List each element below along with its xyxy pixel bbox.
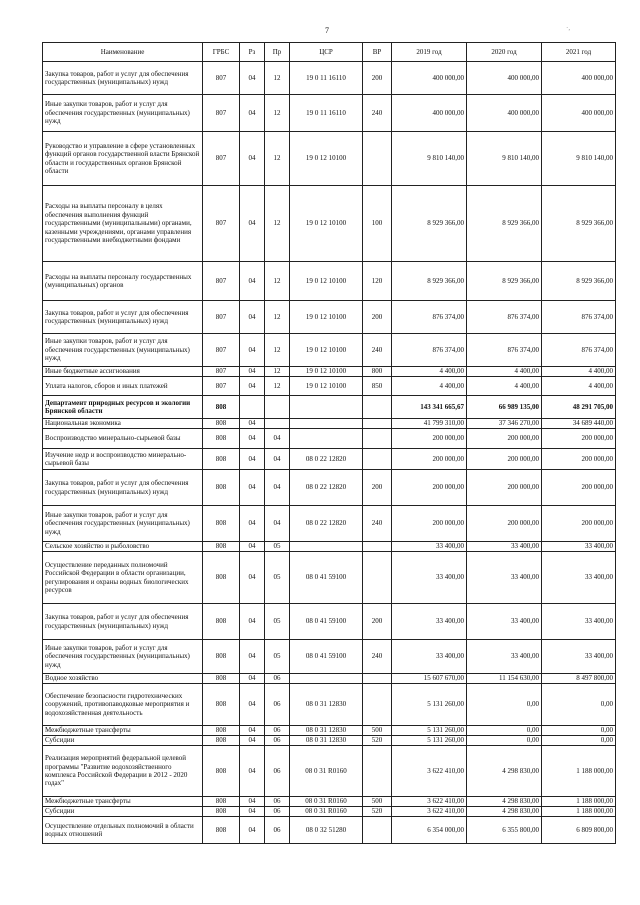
table-header-row <box>43 43 616 62</box>
cell-rz: 04 <box>240 684 265 726</box>
page-number: 7 <box>325 26 329 35</box>
cell-vr: 520 <box>363 736 392 746</box>
cell-2019: 33 400,00 <box>392 552 467 604</box>
cell-csr: 08 0 41 59100 <box>290 552 363 604</box>
cell-vr: 200 <box>363 470 392 506</box>
cell-grbs: 807 <box>203 367 240 377</box>
cell-rz: 04 <box>240 817 265 844</box>
cell-pr <box>265 419 290 429</box>
cell-pr: 05 <box>265 552 290 604</box>
cell-2021: 8 929 366,00 <box>542 186 616 262</box>
cell-2019: 5 131 260,00 <box>392 736 467 746</box>
cell-2021: 200 000,00 <box>542 449 616 470</box>
cell-pr: 04 <box>265 449 290 470</box>
header-pr: Пр <box>265 43 290 62</box>
cell-csr <box>290 542 363 552</box>
cell-csr: 08 0 31 R0160 <box>290 746 363 797</box>
cell-csr: 08 0 31 R0160 <box>290 797 363 807</box>
cell-2020: 8 929 366,00 <box>467 186 542 262</box>
cell-pr: 12 <box>265 62 290 95</box>
table-row <box>43 674 616 684</box>
cell-2021: 1 188 000,00 <box>542 746 616 797</box>
cell-vr <box>363 132 392 186</box>
cell-2021: 1 188 000,00 <box>542 807 616 817</box>
cell-csr: 19 0 12 10100 <box>290 367 363 377</box>
cell-csr: 08 0 32 51280 <box>290 817 363 844</box>
cell-vr: 100 <box>363 186 392 262</box>
cell-csr: 08 0 41 59100 <box>290 604 363 640</box>
cell-vr: 850 <box>363 377 392 396</box>
cell-2019: 5 131 260,00 <box>392 726 467 736</box>
cell-grbs: 808 <box>203 419 240 429</box>
cell-rz: 04 <box>240 807 265 817</box>
cell-pr: 04 <box>265 506 290 542</box>
cell-2020: 200 000,00 <box>467 449 542 470</box>
cell-vr: 500 <box>363 797 392 807</box>
cell-rz: 04 <box>240 419 265 429</box>
cell-vr: 800 <box>363 367 392 377</box>
cell-2019: 33 400,00 <box>392 542 467 552</box>
cell-2019: 15 607 670,00 <box>392 674 467 684</box>
table-row <box>43 377 616 396</box>
cell-name: Субсидии <box>43 736 203 746</box>
header-vr: ВР <box>363 43 392 62</box>
cell-rz: 04 <box>240 367 265 377</box>
table-row <box>43 726 616 736</box>
cell-vr: 200 <box>363 604 392 640</box>
cell-pr: 12 <box>265 186 290 262</box>
cell-2021: 200 000,00 <box>542 506 616 542</box>
cell-2020: 4 400,00 <box>467 367 542 377</box>
cell-2019: 400 000,00 <box>392 62 467 95</box>
cell-2019: 6 354 000,00 <box>392 817 467 844</box>
cell-name: Субсидии <box>43 807 203 817</box>
cell-rz: 04 <box>240 674 265 684</box>
cell-vr <box>363 684 392 726</box>
cell-name: Изучение недр и воспроизводство минерально-сырьевой базы <box>43 449 203 470</box>
cell-grbs: 808 <box>203 736 240 746</box>
cell-2020: 4 400,00 <box>467 377 542 396</box>
table-row <box>43 506 616 542</box>
cell-name: Межбюджетные трансферты <box>43 726 203 736</box>
cell-rz: 04 <box>240 552 265 604</box>
cell-vr: 500 <box>363 726 392 736</box>
cell-pr: 06 <box>265 736 290 746</box>
cell-2020: 11 154 630,00 <box>467 674 542 684</box>
cell-vr <box>363 542 392 552</box>
cell-pr: 06 <box>265 674 290 684</box>
cell-csr: 08 0 31 12830 <box>290 736 363 746</box>
cell-2020: 33 400,00 <box>467 604 542 640</box>
cell-grbs: 808 <box>203 470 240 506</box>
cell-vr <box>363 674 392 684</box>
cell-rz: 04 <box>240 506 265 542</box>
cell-name: Межбюджетные трансферты <box>43 797 203 807</box>
cell-vr: 240 <box>363 95 392 132</box>
cell-pr: 12 <box>265 132 290 186</box>
cell-vr: 200 <box>363 301 392 334</box>
table-row <box>43 262 616 301</box>
cell-rz: 04 <box>240 132 265 186</box>
cell-csr: 19 0 12 10100 <box>290 186 363 262</box>
cell-vr <box>363 396 392 419</box>
cell-2019: 33 400,00 <box>392 640 467 674</box>
header-2021: 2021 год <box>542 43 616 62</box>
cell-name: Водное хозяйство <box>43 674 203 684</box>
cell-2021: 876 374,00 <box>542 301 616 334</box>
cell-name: Расходы на выплаты персоналу в целях обеспечения выполнения функций государственными (муниципальными) органами, казенными учреждениями, органами управления государственными внебюджетными фондами <box>43 186 203 262</box>
cell-pr: 12 <box>265 95 290 132</box>
cell-grbs: 807 <box>203 95 240 132</box>
cell-grbs: 808 <box>203 604 240 640</box>
table-row <box>43 746 616 797</box>
cell-2021: 8 929 366,00 <box>542 262 616 301</box>
cell-name: Иные закупки товаров, работ и услуг для обеспечения государственных (муниципальных) нужд <box>43 640 203 674</box>
cell-pr: 06 <box>265 726 290 736</box>
cell-2019: 876 374,00 <box>392 334 467 367</box>
cell-vr <box>363 449 392 470</box>
table-row <box>43 419 616 429</box>
table-row <box>43 736 616 746</box>
cell-grbs: 808 <box>203 429 240 449</box>
cell-csr <box>290 396 363 419</box>
cell-pr: 05 <box>265 604 290 640</box>
header-csr: ЦСР <box>290 43 363 62</box>
cell-vr <box>363 817 392 844</box>
header-rz: Рз <box>240 43 265 62</box>
cell-name: Иные бюджетные ассигнования <box>43 367 203 377</box>
cell-csr: 19 0 12 10100 <box>290 377 363 396</box>
cell-rz <box>240 396 265 419</box>
cell-2020: 9 810 140,00 <box>467 132 542 186</box>
cell-rz: 04 <box>240 301 265 334</box>
cell-grbs: 808 <box>203 640 240 674</box>
header-name: Наименование <box>43 43 203 62</box>
cell-2019: 3 622 410,00 <box>392 746 467 797</box>
table-row <box>43 132 616 186</box>
cell-pr: 12 <box>265 377 290 396</box>
cell-2019: 200 000,00 <box>392 506 467 542</box>
cell-pr: 06 <box>265 797 290 807</box>
cell-vr <box>363 746 392 797</box>
table-row <box>43 334 616 367</box>
cell-csr: 19 0 12 10100 <box>290 301 363 334</box>
cell-csr: 08 0 22 12820 <box>290 470 363 506</box>
cell-2021: 0,00 <box>542 736 616 746</box>
cell-2020: 33 400,00 <box>467 552 542 604</box>
cell-2021: 6 809 800,00 <box>542 817 616 844</box>
cell-2021: 0,00 <box>542 684 616 726</box>
cell-2021: 4 400,00 <box>542 367 616 377</box>
cell-pr: 12 <box>265 262 290 301</box>
cell-rz: 04 <box>240 726 265 736</box>
cell-grbs: 807 <box>203 186 240 262</box>
cell-2019: 400 000,00 <box>392 95 467 132</box>
cell-name: Закупка товаров, работ и услуг для обеспечения государственных (муниципальных) нужд <box>43 604 203 640</box>
cell-pr: 05 <box>265 640 290 674</box>
cell-grbs: 808 <box>203 542 240 552</box>
cell-csr: 19 0 11 16110 <box>290 62 363 95</box>
cell-2020: 37 346 270,00 <box>467 419 542 429</box>
table-row <box>43 604 616 640</box>
cell-name: Закупка товаров, работ и услуг для обеспечения государственных (муниципальных) нужд <box>43 470 203 506</box>
cell-grbs: 808 <box>203 674 240 684</box>
cell-2021: 48 291 705,00 <box>542 396 616 419</box>
cell-2021: 876 374,00 <box>542 334 616 367</box>
table-row <box>43 797 616 807</box>
cell-pr: 06 <box>265 807 290 817</box>
cell-2020: 200 000,00 <box>467 470 542 506</box>
cell-name: Осуществление отдельных полномочий в области водных отношений <box>43 817 203 844</box>
cell-2021: 4 400,00 <box>542 377 616 396</box>
cell-2021: 0,00 <box>542 726 616 736</box>
cell-vr <box>363 419 392 429</box>
cell-2021: 8 497 800,00 <box>542 674 616 684</box>
cell-grbs: 808 <box>203 684 240 726</box>
cell-grbs: 807 <box>203 334 240 367</box>
cell-vr: 240 <box>363 506 392 542</box>
cell-2019: 143 341 665,67 <box>392 396 467 419</box>
table-row <box>43 449 616 470</box>
cell-grbs: 807 <box>203 377 240 396</box>
cell-2019: 3 622 410,00 <box>392 797 467 807</box>
cell-vr <box>363 429 392 449</box>
cell-2019: 3 622 410,00 <box>392 807 467 817</box>
header-2020: 2020 год <box>467 43 542 62</box>
table-row <box>43 552 616 604</box>
cell-vr <box>363 552 392 604</box>
cell-name: Осуществление переданных полномочий Российской Федерации в области организации, регулирования и охраны водных биологических ресурсов <box>43 552 203 604</box>
cell-2020: 4 298 830,00 <box>467 797 542 807</box>
cell-vr: 200 <box>363 62 392 95</box>
cell-csr: 08 0 22 12820 <box>290 506 363 542</box>
cell-2020: 66 989 135,00 <box>467 396 542 419</box>
cell-2021: 1 188 000,00 <box>542 797 616 807</box>
cell-name: Закупка товаров, работ и услуг для обеспечения государственных (муниципальных) нужд <box>43 62 203 95</box>
cell-2019: 33 400,00 <box>392 604 467 640</box>
cell-csr: 08 0 31 12830 <box>290 684 363 726</box>
cell-2021: 200 000,00 <box>542 470 616 506</box>
cell-name: Департамент природных ресурсов и экологии Брянской области <box>43 396 203 419</box>
cell-grbs: 807 <box>203 262 240 301</box>
cell-2021: 34 689 440,00 <box>542 419 616 429</box>
cell-grbs: 807 <box>203 62 240 95</box>
cell-rz: 04 <box>240 542 265 552</box>
cell-2019: 8 929 366,00 <box>392 186 467 262</box>
cell-vr: 240 <box>363 334 392 367</box>
cell-2020: 200 000,00 <box>467 429 542 449</box>
cell-csr <box>290 429 363 449</box>
cell-csr: 19 0 12 10100 <box>290 132 363 186</box>
table-row <box>43 470 616 506</box>
table-row <box>43 684 616 726</box>
cell-name: Уплата налогов, сборов и иных платежей <box>43 377 203 396</box>
cell-grbs: 808 <box>203 797 240 807</box>
cell-2020: 8 929 366,00 <box>467 262 542 301</box>
cell-pr: 06 <box>265 817 290 844</box>
cell-2019: 5 131 260,00 <box>392 684 467 726</box>
cell-2020: 876 374,00 <box>467 301 542 334</box>
cell-2021: 33 400,00 <box>542 552 616 604</box>
cell-rz: 04 <box>240 736 265 746</box>
cell-2019: 200 000,00 <box>392 470 467 506</box>
cell-csr: 08 0 31 12830 <box>290 726 363 736</box>
cell-csr <box>290 674 363 684</box>
cell-2019: 4 400,00 <box>392 377 467 396</box>
cell-csr <box>290 419 363 429</box>
cell-rz: 04 <box>240 640 265 674</box>
table-row <box>43 186 616 262</box>
cell-2019: 41 799 310,00 <box>392 419 467 429</box>
cell-rz: 04 <box>240 604 265 640</box>
table-row <box>43 807 616 817</box>
cell-2019: 200 000,00 <box>392 449 467 470</box>
cell-pr: 06 <box>265 746 290 797</box>
cell-2019: 9 810 140,00 <box>392 132 467 186</box>
cell-rz: 04 <box>240 262 265 301</box>
cell-name: Руководство и управление в сфере установленных функций органов государственной власти Брянской области и государственных органов Брянской области <box>43 132 203 186</box>
cell-2019: 4 400,00 <box>392 367 467 377</box>
table-body <box>43 62 616 844</box>
table-row <box>43 95 616 132</box>
cell-rz: 04 <box>240 95 265 132</box>
cell-rz: 04 <box>240 797 265 807</box>
cell-csr: 19 0 11 16110 <box>290 95 363 132</box>
cell-grbs: 808 <box>203 449 240 470</box>
cell-csr: 08 0 22 12820 <box>290 449 363 470</box>
cell-2020: 400 000,00 <box>467 62 542 95</box>
cell-2021: 33 400,00 <box>542 604 616 640</box>
table-row <box>43 817 616 844</box>
cell-csr: 19 0 12 10100 <box>290 334 363 367</box>
cell-2019: 200 000,00 <box>392 429 467 449</box>
cell-2020: 4 298 830,00 <box>467 807 542 817</box>
cell-2020: 0,00 <box>467 726 542 736</box>
cell-2021: 9 810 140,00 <box>542 132 616 186</box>
table-row <box>43 640 616 674</box>
cell-name: Реализация мероприятий федеральной целевой программы "Развитие водохозяйственного комплекса Российской Федерации в 2012 - 2020 годах" <box>43 746 203 797</box>
cell-name: Иные закупки товаров, работ и услуг для обеспечения государственных (муниципальных) нужд <box>43 334 203 367</box>
cell-grbs: 808 <box>203 817 240 844</box>
cell-2020: 200 000,00 <box>467 506 542 542</box>
cell-pr: 12 <box>265 301 290 334</box>
cell-2021: 200 000,00 <box>542 429 616 449</box>
table-row <box>43 542 616 552</box>
cell-rz: 04 <box>240 429 265 449</box>
cell-name: Закупка товаров, работ и услуг для обеспечения государственных (муниципальных) нужд <box>43 301 203 334</box>
cell-name: Обеспечение безопасности гидротехнических сооружений, противопаводковые мероприятия и водохозяйственная деятельность <box>43 684 203 726</box>
cell-2021: 33 400,00 <box>542 640 616 674</box>
cell-rz: 04 <box>240 449 265 470</box>
table-row <box>43 301 616 334</box>
cell-2021: 400 000,00 <box>542 95 616 132</box>
cell-name: Сельское хозяйство и рыболовство <box>43 542 203 552</box>
cell-pr: 12 <box>265 367 290 377</box>
cell-2021: 400 000,00 <box>542 62 616 95</box>
cell-pr: 12 <box>265 334 290 367</box>
cell-2020: 33 400,00 <box>467 640 542 674</box>
cell-grbs: 808 <box>203 746 240 797</box>
cell-grbs: 807 <box>203 301 240 334</box>
cell-2019: 8 929 366,00 <box>392 262 467 301</box>
cell-name: Национальная экономика <box>43 419 203 429</box>
cell-csr: 08 0 31 R0160 <box>290 807 363 817</box>
cell-2020: 0,00 <box>467 736 542 746</box>
table-row <box>43 367 616 377</box>
cell-rz: 04 <box>240 470 265 506</box>
cell-grbs: 808 <box>203 807 240 817</box>
header-grbs: ГРБС <box>203 43 240 62</box>
cell-grbs: 808 <box>203 726 240 736</box>
cell-vr: 120 <box>363 262 392 301</box>
cell-name: Расходы на выплаты персоналу государственных (муниципальных) органов <box>43 262 203 301</box>
cell-rz: 04 <box>240 377 265 396</box>
cell-pr: 05 <box>265 542 290 552</box>
cell-pr: 04 <box>265 429 290 449</box>
cell-2019: 876 374,00 <box>392 301 467 334</box>
cell-rz: 04 <box>240 62 265 95</box>
cell-name: Иные закупки товаров, работ и услуг для обеспечения государственных (муниципальных) нужд <box>43 95 203 132</box>
cell-grbs: 808 <box>203 552 240 604</box>
cell-csr: 19 0 12 10100 <box>290 262 363 301</box>
table-row <box>43 396 616 419</box>
cell-pr: 06 <box>265 684 290 726</box>
cell-2020: 4 298 830,00 <box>467 746 542 797</box>
cell-2020: 6 355 800,00 <box>467 817 542 844</box>
cell-pr <box>265 396 290 419</box>
cell-2020: 400 000,00 <box>467 95 542 132</box>
cell-rz: 04 <box>240 746 265 797</box>
corner-mark: ·, <box>566 24 571 32</box>
cell-2021: 33 400,00 <box>542 542 616 552</box>
cell-vr: 240 <box>363 640 392 674</box>
cell-rz: 04 <box>240 334 265 367</box>
cell-2020: 876 374,00 <box>467 334 542 367</box>
header-2019: 2019 год <box>392 43 467 62</box>
table-row <box>43 429 616 449</box>
cell-pr: 04 <box>265 470 290 506</box>
cell-grbs: 807 <box>203 132 240 186</box>
budget-table <box>42 42 616 844</box>
cell-csr: 08 0 41 59100 <box>290 640 363 674</box>
cell-rz: 04 <box>240 186 265 262</box>
cell-grbs: 808 <box>203 506 240 542</box>
cell-name: Иные закупки товаров, работ и услуг для обеспечения государственных (муниципальных) нужд <box>43 506 203 542</box>
cell-2020: 0,00 <box>467 684 542 726</box>
cell-2020: 33 400,00 <box>467 542 542 552</box>
cell-vr: 520 <box>363 807 392 817</box>
cell-grbs: 808 <box>203 396 240 419</box>
table-row <box>43 62 616 95</box>
cell-name: Воспроизводство минерально-сырьевой базы <box>43 429 203 449</box>
